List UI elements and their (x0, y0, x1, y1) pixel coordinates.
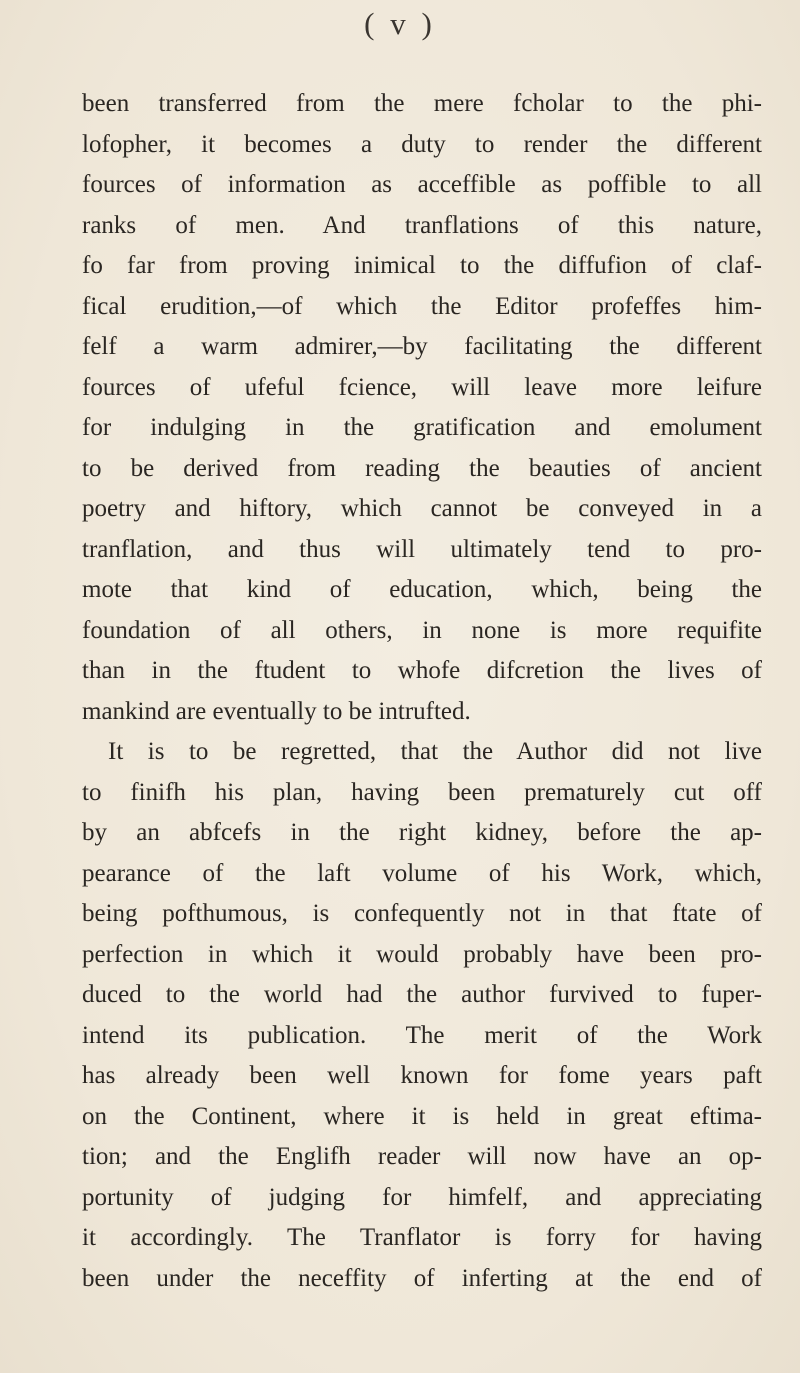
text-line: mote that kind of education, which, being the (82, 576, 762, 603)
text-line: felf a warm admirer,—by facilitating the different (82, 333, 762, 360)
text-line: duced to the world had the author furvived to fuper- (82, 981, 762, 1008)
text-line: tranflation, and thus will ultimately tend to pro- (82, 535, 762, 563)
text-line: fources of ufeful fcience, will leave more leifure (82, 373, 762, 401)
text-line: on the Continent, where it is held in great eftima- (82, 1102, 762, 1130)
text-line: mankind are eventually to be intrufted. (82, 697, 471, 725)
text-line: than in the ftudent to whofe difcretion the lives of (82, 657, 762, 684)
page-number: ( v ) (364, 6, 436, 41)
text-line: being pofthumous, is confequently not in that ftate of (82, 900, 762, 927)
text-line: It is to be regretted, that the Author did not live (108, 738, 762, 765)
text-line: ranks of men. And tranflations of this nature, (82, 211, 762, 239)
text-line: tion; and the Englifh reader will now have an op- (82, 1143, 762, 1170)
text-line: lofopher, it becomes a duty to render the different (82, 130, 762, 158)
text-line: been transferred from the mere fcholar to the phi- (82, 90, 762, 117)
text-line: fo far from proving inimical to the diffufion of claf- (82, 252, 762, 279)
text-line: for indulging in the gratification and emolument (82, 414, 762, 441)
body-text (82, 84, 762, 1299)
text-line: to finifh his plan, having been prematurely cut off (82, 778, 762, 806)
text-line: poetry and hiftory, which cannot be conveyed in a (82, 495, 762, 522)
text-line: foundation of all others, in none is more requifite (82, 616, 762, 644)
text-line: been under the neceffity of inferting at the end of (82, 1264, 762, 1292)
text-line: perfection in which it would probably have been pro- (82, 940, 762, 968)
text-line: intend its publication. The merit of the Work (82, 1021, 762, 1049)
text-line: fources of information as acceffible as poffible to all (82, 171, 762, 198)
text-line: pearance of the laft volume of his Work, which, (82, 859, 762, 887)
text-line: to be derived from reading the beauties of ancient (82, 454, 762, 482)
text-line: it accordingly. The Tranflator is forry for having (82, 1224, 762, 1251)
text-line: fical erudition,—of which the Editor profeffes him- (82, 292, 762, 320)
text-line: by an abfcefs in the right kidney, before the ap- (82, 819, 762, 846)
text-line: has already been well known for fome years paft (82, 1062, 762, 1089)
text-line: portunity of judging for himfelf, and appreciating (82, 1183, 762, 1211)
